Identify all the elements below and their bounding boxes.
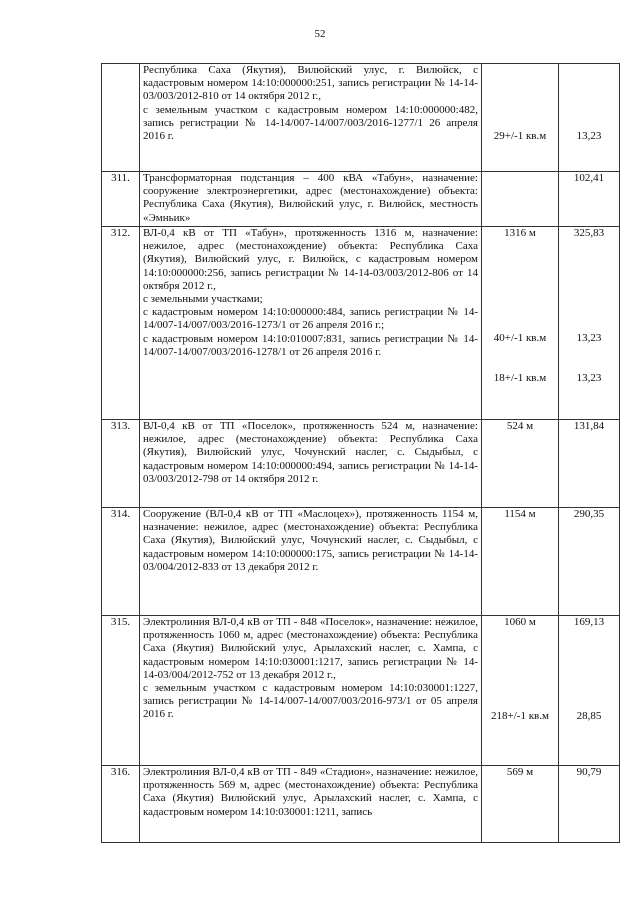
measure-value: 1154 м [504,508,536,520]
object-measure [482,172,559,227]
object-description [140,616,482,766]
table-row [102,172,620,227]
cost-value: 290,35 [573,508,605,520]
measure-value: 1316 м [504,227,536,239]
measure-value: 18+/-1 кв.м [493,372,547,385]
description-paragraph: Электролиния ВЛ-0,4 кВ от ТП - 848 «Поселок», назначение: нежилое, протяженность 1060 м, адрес (местонахождение) объекта: Республика Саха (Якутия) Вилюйский улус, Арылахский наслег, с. Хампа, с кадастровым номером 14:10:030001:1217, запись регистрации № 14-14-03/004/2012-752 от 13 декабря 2012 г., [143,616,478,681]
cost-value: 90,79 [576,766,602,778]
object-cost [559,616,620,766]
description-paragraph: Трансформаторная подстанция – 400 кВА «Табун», назначение: сооружение электроэнергетики, адрес (местонахождение) объекта: Республика Саха (Якутия), Вилюйский улус, г. Вилюйск, местность «Эмньик» [143,172,478,224]
cost-value: 169,13 [573,616,605,628]
cost-value: 325,83 [573,227,605,239]
description-paragraph: ВЛ-0,4 кВ от ТП «Табун», протяженность 1316 м, назначение: нежилое, адрес (местонахождение) объекта: Республика Саха (Якутия), Вилюйский улус, г. Вилюйск, с кадастровым номером 14:10:000000:256, запись регистрации № 14-14-03/003/2012-806 от 14 октября 2012 г., [143,227,478,292]
row-number: 315. [102,616,140,766]
row-number: 312. [102,227,140,420]
table-row [102,616,620,766]
object-cost [559,64,620,172]
description-paragraph: с земельными участками; [143,293,263,306]
measure-value: 1060 м [504,616,536,628]
measure-value: 218+/-1 кв.м [491,710,549,723]
row-number: 316. [102,766,140,843]
page-number: 52 [314,28,326,40]
table-row [102,64,620,172]
object-cost [559,227,620,420]
description-paragraph: Электролиния ВЛ-0,4 кВ от ТП - 849 «Стадион», назначение: нежилое, протяженность 569 м, адрес (местонахождение) объекта: Республика Саха (Якутия) Вилюйский улус, Арылахский наслег, с. Хампа, с кадастровым номером 14:10:030001:1211, запись [143,766,478,818]
cost-value: 131,84 [573,420,605,432]
measure-value: 29+/-1 кв.м [493,130,547,142]
row-number: 311. [102,172,140,227]
cost-value: 13,23 [576,130,602,142]
object-description [140,420,482,508]
description-paragraph: Сооружение (ВЛ-0,4 кВ от ТП «Маслоцех»), протяженность 1154 м, назначение: нежилое, адрес (местонахождение) объекта: Республика Саха (Якутия), Вилюйский улус, Чочунский наслег, с. Сыдыбыл, с кадастровым номером 14:10:000000:175, запись регистрации № 14-14-03/004/2012-833 от 13 декабря 2012 г. [143,508,478,573]
description-paragraph: с кадастровым номером 14:10:000000:484, запись регистрации № 14-14/007-14/007/003/2016-1273/1 от 26 апреля 2016 г.; [143,306,478,332]
object-measure [482,508,559,616]
row-number [102,64,140,172]
cost-value: 13,23 [576,372,602,385]
object-description [140,227,482,420]
table-row [102,227,620,420]
description-paragraph: с кадастровым номером 14:10:010007:831, запись регистрации № 14-14/007-14/007/003/2016-1278/1 от 26 апреля 2016 г. [143,332,478,358]
description-paragraph: ВЛ-0,4 кВ от ТП «Поселок», протяженность 524 м, назначение: нежилое, адрес (местонахождение) объекта: Республика Саха (Якутия), Вилюйский улус, Чочунский наслег, с. Сыдыбыл, с кадастровым номером 14:10:000000:494, запись регистрации № 14-14-03/003/2012-798 от 14 октября 2012 г. [143,420,478,485]
row-number: 313. [102,420,140,508]
description-paragraph: с земельным участком с кадастровым номером 14:10:030001:1227, запись регистрации № 14-14/007-14/007/003/2016-973/1 от 05 апреля 2016 г. [143,682,478,721]
description-paragraph: с земельным участком с кадастровым номером 14:10:000000:482, запись регистрации № 14-14/007-14/007/003/2016-1277/1 26 апреля 2016 г. [143,103,478,143]
object-measure [482,64,559,172]
object-description [140,172,482,227]
object-cost [559,420,620,508]
object-description [140,508,482,616]
object-measure [482,766,559,843]
measure-value: 569 м [506,766,534,778]
object-measure [482,616,559,766]
object-description [140,766,482,843]
object-measure [482,420,559,508]
measure-value: 524 м [506,420,534,432]
cost-value: 13,23 [576,332,602,345]
cost-value: 28,85 [576,710,602,723]
object-cost [559,508,620,616]
object-measure [482,227,559,420]
property-registry-table [101,63,620,843]
table-row [102,766,620,843]
measure-value: 40+/-1 кв.м [493,332,547,345]
cost-value: 102,41 [573,172,605,184]
description-paragraph: Республика Саха (Якутия), Вилюйский улус, г. Вилюйск, с кадастровым номером 14:10:000000:251, запись регистрации № 14-14-03/003/2012-810 от 14 октября 2012 г., [143,64,478,103]
object-description [140,64,482,172]
object-cost [559,766,620,843]
table-row [102,508,620,616]
table-row [102,420,620,508]
row-number: 314. [102,508,140,616]
object-cost [559,172,620,227]
